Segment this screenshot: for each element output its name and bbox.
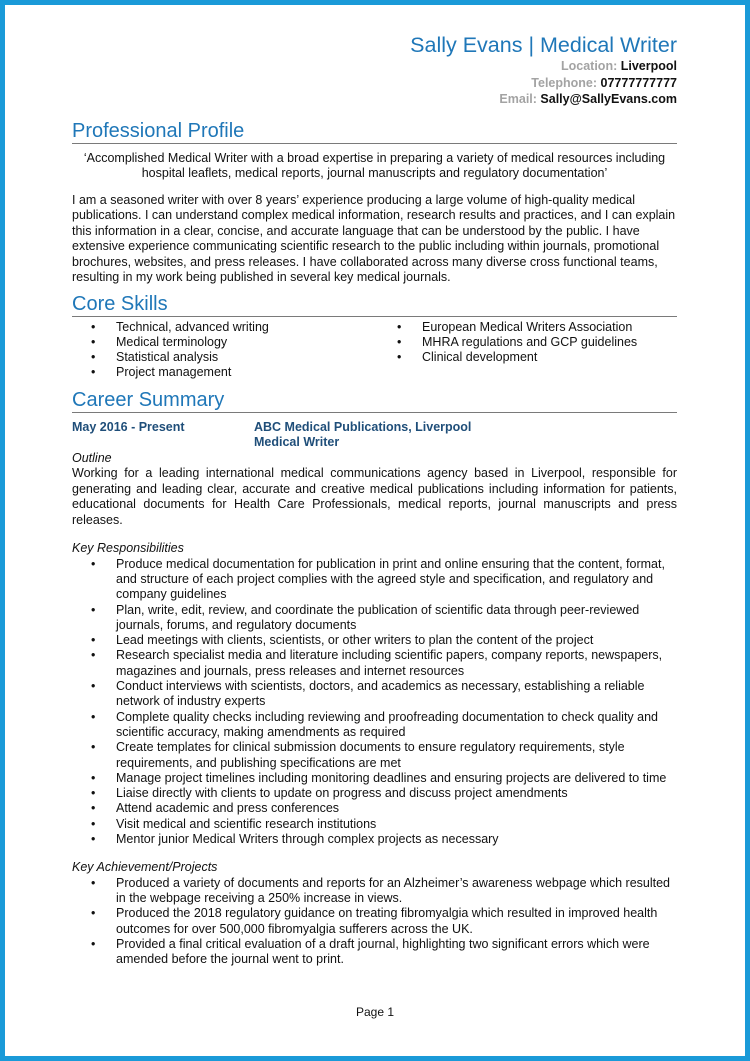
achievement-item: • Produced a variety of documents and reports for an Alzheimer’s awareness webpage which resulted in the webpage receiving a 250% increase in views. (116, 876, 677, 907)
email-value: Sally@SallyEvans.com (540, 92, 677, 106)
skill-item: • Technical, advanced writing (116, 320, 382, 335)
responsibility-item: • Conduct interviews with scientists, doctors, and academics as necessary, establishing a reliable network of industry experts (116, 679, 677, 710)
job-role: Medical Writer (254, 435, 340, 450)
skill-item: • MHRA regulations and GCP guidelines (422, 335, 637, 350)
responsibilities-list (72, 557, 677, 848)
responsibility-item: • Research specialist media and literature including scientific papers, company reports, newspapers, magazines and journals, press releases and internet resources (116, 648, 677, 679)
telephone-value: 07777777777 (600, 75, 677, 90)
achievements-list (72, 876, 677, 968)
cv-page (5, 5, 745, 1056)
cv-header (72, 5, 677, 108)
responsibility-item: • Complete quality checks including reviewing and proofreading documentation to check quality and scientific accuracy, making amendments as required (116, 710, 677, 741)
outline-text: Working for a leading international medical communications agency based in Liverpool, responsible for generating and leading clear, accurate and creative medical publications including information for patients, educational documents for Health Care Professionals, medical reports, journal manuscripts and press releases. (72, 466, 677, 527)
responsibilities-label: Key Responsibilities (72, 541, 184, 556)
skills-right-list (382, 320, 637, 381)
responsibility-item: • Visit medical and scientific research institutions (116, 817, 677, 832)
profile-summary: I am a seasoned writer with over 8 years’ experience producing a large volume of high-quality medical publications. I can understand complex medical information, research results and practices, and I can explain this information in a clear, concise, and accurate language that can be understood by the public. I have extensive experience communicating scientific research to the public including within journals, promotional brochures, websites, and press releases. I have collaborated across many diverse cross functional teams, resulting in my work being published in several key medical journals. (72, 192, 676, 284)
skill-item: • Medical terminology (116, 335, 382, 350)
location-line (72, 58, 677, 75)
skills-heading: Core Skills (72, 293, 677, 317)
email-label: Email: (499, 92, 537, 106)
skill-item: • Clinical development (422, 350, 637, 365)
skills-columns (72, 320, 677, 381)
location-label: Location: (561, 59, 618, 73)
achievement-item: • Provided a final critical evaluation of a draft journal, highlighting two significant errors which were amended before the journal went to print. (116, 937, 677, 968)
skill-item: • Statistical analysis (116, 350, 382, 365)
job-dates: May 2016 - Present (72, 419, 185, 434)
responsibility-item: • Produce medical documentation for publication in print and online ensuring that the content, format, and structure of each project complies with the agreed style and specification, and regulatory and company guidelines (116, 557, 677, 603)
responsibility-item: • Mentor junior Medical Writers through complex projects as necessary (116, 832, 677, 847)
skill-item: • Project management (116, 365, 382, 380)
skills-left-list (72, 320, 382, 381)
skill-item: • European Medical Writers Association (422, 320, 637, 335)
responsibility-item: • Attend academic and press conferences (116, 801, 677, 816)
location-value: Liverpool (620, 59, 677, 73)
career-heading: Career Summary (72, 389, 677, 413)
outline-label: Outline (72, 450, 112, 465)
job-header (72, 420, 677, 451)
candidate-name: Sally Evans | Medical Writer (410, 33, 677, 57)
profile-quote: ‘Accomplished Medical Writer with a broad expertise in preparing a variety of medical resources including hospital leaflets, medical reports, journal manuscripts and regulatory documentation’ (83, 150, 666, 180)
responsibility-item: • Lead meetings with clients, scientists, or other writers to plan the content of the project (116, 633, 677, 648)
email-line (72, 91, 677, 108)
job-company-block (254, 420, 471, 451)
responsibility-item: • Create templates for clinical submission documents to ensure regulatory requirements, style requirements, and publishing specifications are met (116, 740, 677, 771)
telephone-label: Telephone: (531, 75, 598, 90)
profile-heading: Professional Profile (72, 120, 677, 144)
achievement-item: • Produced the 2018 regulatory guidance on treating fibromyalgia which resulted in improved health outcomes for over 500,000 fibromyalgia sufferers across the UK. (116, 906, 677, 937)
page-number: Page 1 (355, 1005, 395, 1019)
responsibility-item: • Plan, write, edit, review, and coordinate the publication of scientific data through peer-reviewed journals, forums, and regulatory documents (116, 603, 677, 634)
achievements-label: Key Achievement/Projects (72, 860, 218, 875)
job-company: ABC Medical Publications, Liverpool (254, 419, 472, 434)
responsibility-item: • Manage project timelines including monitoring deadlines and ensuring projects are delivered to time (116, 771, 677, 786)
telephone-line (72, 75, 677, 92)
responsibility-item: • Liaise directly with clients to update on progress and discuss project amendments (116, 786, 677, 801)
